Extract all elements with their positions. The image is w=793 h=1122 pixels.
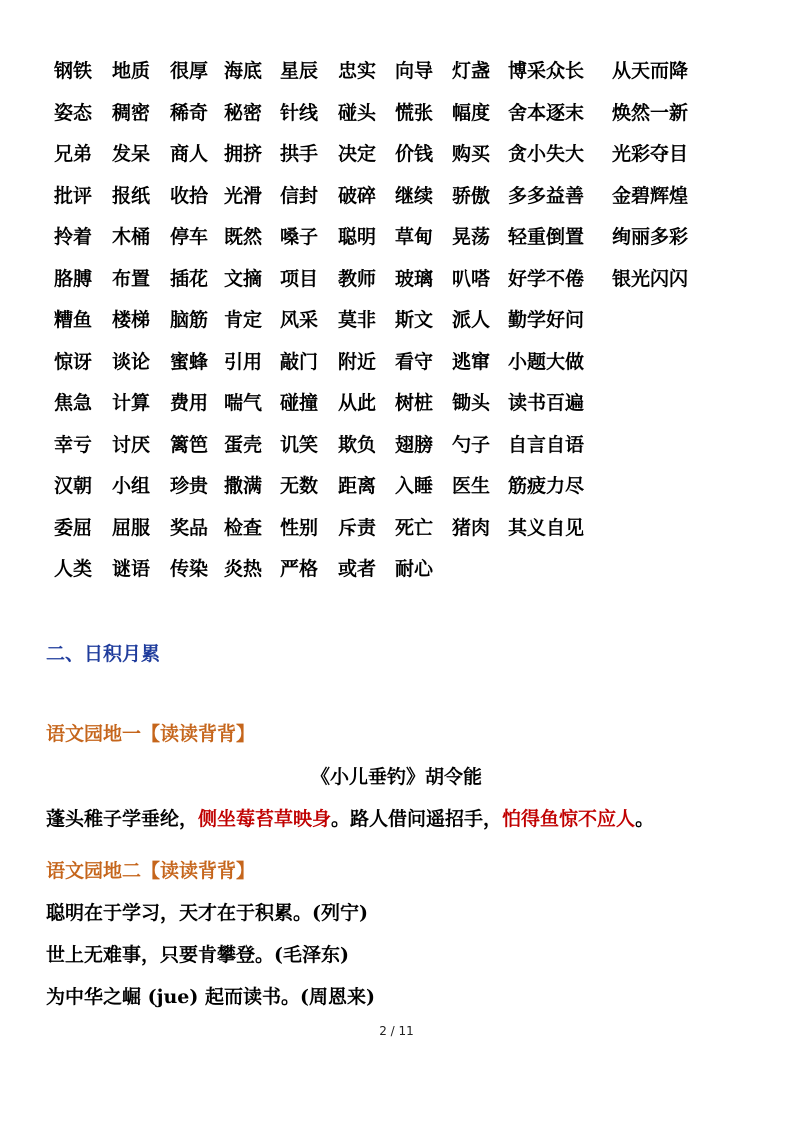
vocab-word: 既然 <box>224 226 263 248</box>
vocab-word: 楼梯 <box>112 309 151 331</box>
vocab-word: 嗓子 <box>280 226 319 248</box>
vocab-word: 价钱 <box>395 143 434 165</box>
vocab-word: 拥挤 <box>224 143 263 165</box>
vocab-word: 木桶 <box>112 226 151 248</box>
vocab-word: 针线 <box>280 101 319 124</box>
vocab-word: 树桩 <box>395 392 434 414</box>
vocab-word: 胳膊 <box>54 267 93 290</box>
vocab-word: 斯文 <box>395 309 434 331</box>
vocab-word: 项目 <box>280 267 319 290</box>
vocab-word: 蛋壳 <box>224 433 263 456</box>
vocab-word: 计算 <box>112 392 151 414</box>
vocab-word: 炎热 <box>224 558 263 580</box>
vocab-word: 屈服 <box>112 516 151 539</box>
vocab-word: 勺子 <box>452 433 491 456</box>
vocab-word: 读书百遍 <box>508 392 585 414</box>
poem-segment: 。路人借问遥招手， <box>331 808 503 830</box>
vocab-word: 发呆 <box>112 143 151 165</box>
garden2-heading: 语文园地二【读读背背】 <box>46 860 256 882</box>
vocab-word: 死亡 <box>395 516 434 539</box>
vocab-word: 忠实 <box>338 60 377 82</box>
vocab-word: 汉朝 <box>54 475 93 497</box>
vocab-word: 教师 <box>338 267 377 290</box>
word-row <box>0 264 793 294</box>
page-number: 2 / 11 <box>379 1024 414 1038</box>
vocab-word: 碰撞 <box>280 392 319 414</box>
vocab-word: 勤学好问 <box>508 309 585 331</box>
vocab-word: 很厚 <box>170 60 209 82</box>
vocab-word: 舍本逐末 <box>508 101 585 124</box>
quote-line: 聪明在于学习，天才在于积累。(列宁) <box>46 902 368 924</box>
word-row <box>0 513 793 543</box>
poem-segment: 蓬头稚子学垂纶， <box>46 808 199 830</box>
vocab-word: 叭嗒 <box>452 267 491 290</box>
vocab-word: 幅度 <box>452 101 491 124</box>
vocab-word: 光彩夺目 <box>612 143 689 165</box>
vocab-word: 碰头 <box>338 101 377 124</box>
vocab-word: 自言自语 <box>508 433 585 456</box>
vocab-word: 批评 <box>54 184 93 207</box>
vocab-word: 性别 <box>280 516 319 539</box>
vocab-word: 无数 <box>280 475 319 497</box>
vocab-word: 讨厌 <box>112 433 151 456</box>
vocab-word: 蜜蜂 <box>170 350 209 373</box>
vocab-word: 小组 <box>112 475 151 497</box>
vocab-word: 耐心 <box>395 558 434 580</box>
vocab-word: 附近 <box>338 350 377 373</box>
vocab-word: 聪明 <box>338 226 377 248</box>
vocab-word: 兄弟 <box>54 143 93 165</box>
vocab-word: 惊讶 <box>54 350 93 373</box>
vocab-word: 从天而降 <box>612 60 689 82</box>
vocab-word: 珍贵 <box>170 475 209 497</box>
vocab-word: 好学不倦 <box>508 267 585 290</box>
vocab-word: 翅膀 <box>395 433 434 456</box>
vocab-word: 篱笆 <box>170 433 209 456</box>
vocab-word: 银光闪闪 <box>612 267 689 290</box>
vocab-word: 布置 <box>112 267 151 290</box>
vocab-word: 插花 <box>170 267 209 290</box>
vocab-word: 小题大做 <box>508 350 585 373</box>
vocab-word: 焕然一新 <box>612 101 689 124</box>
vocab-word: 医生 <box>452 475 491 497</box>
word-row <box>0 347 793 377</box>
vocab-word: 焦急 <box>54 392 93 414</box>
vocab-word: 收拾 <box>170 184 209 207</box>
word-row <box>0 554 793 584</box>
vocab-word: 敲门 <box>280 350 319 373</box>
vocab-word: 晃荡 <box>452 226 491 248</box>
vocab-word: 光滑 <box>224 184 263 207</box>
vocab-word: 撒满 <box>224 475 263 497</box>
poem-title: 《小儿垂钓》胡令能 <box>310 766 482 788</box>
quote-line: 为中华之崛 (jue) 起而读书。(周恩来) <box>46 986 375 1008</box>
vocab-word: 金碧辉煌 <box>612 184 689 207</box>
vocab-word: 海底 <box>224 60 263 82</box>
vocab-word: 奖品 <box>170 516 209 539</box>
poem-body <box>46 804 654 834</box>
word-row <box>0 471 793 501</box>
vocab-word: 停车 <box>170 226 209 248</box>
vocab-word: 星辰 <box>280 60 319 82</box>
vocab-word: 地质 <box>112 60 151 82</box>
vocab-word: 钢铁 <box>54 60 93 82</box>
vocab-word: 文摘 <box>224 267 263 290</box>
vocab-word: 拱手 <box>280 143 319 165</box>
vocab-word: 莫非 <box>338 309 377 331</box>
vocab-word: 风采 <box>280 309 319 331</box>
vocab-word: 讥笑 <box>280 433 319 456</box>
vocab-word: 猪肉 <box>452 516 491 539</box>
word-row <box>0 430 793 460</box>
vocab-word: 继续 <box>395 184 434 207</box>
vocab-word: 购买 <box>452 143 491 165</box>
vocab-word: 看守 <box>395 350 434 373</box>
poem-segment-highlight: 侧坐莓苔草映身 <box>198 808 332 830</box>
word-row <box>0 98 793 128</box>
vocab-word: 多多益善 <box>508 184 585 207</box>
vocab-word: 锄头 <box>452 392 491 414</box>
vocab-word: 肯定 <box>224 309 263 331</box>
vocab-word: 拎着 <box>54 226 93 248</box>
vocab-word: 或者 <box>338 558 377 580</box>
vocab-word: 传染 <box>170 558 209 580</box>
vocab-word: 草甸 <box>395 226 434 248</box>
vocab-word: 报纸 <box>112 184 151 207</box>
vocab-word: 喘气 <box>224 392 263 414</box>
vocab-word: 谈论 <box>112 350 151 373</box>
vocab-word: 贪小失大 <box>508 143 585 165</box>
vocab-word: 脑筋 <box>170 309 209 331</box>
vocab-word: 灯盏 <box>452 60 491 82</box>
word-row <box>0 222 793 252</box>
word-row <box>0 181 793 211</box>
vocab-word: 破碎 <box>338 184 377 207</box>
vocab-word: 博采众长 <box>508 60 585 82</box>
vocab-word: 人类 <box>54 558 93 580</box>
poem-segment: 。 <box>635 808 655 830</box>
vocab-word: 稠密 <box>112 101 151 124</box>
vocab-word: 严格 <box>280 558 319 580</box>
vocab-word: 决定 <box>338 143 377 165</box>
vocab-word: 信封 <box>280 184 319 207</box>
vocab-word: 逃窜 <box>452 350 491 373</box>
vocab-word: 幸亏 <box>54 433 93 456</box>
vocab-word: 稀奇 <box>170 101 209 124</box>
vocab-word: 欺负 <box>338 433 377 456</box>
vocab-word: 谜语 <box>112 558 151 580</box>
vocab-word: 委屈 <box>54 516 93 539</box>
word-row <box>0 139 793 169</box>
vocab-word: 姿态 <box>54 101 93 124</box>
vocab-word: 玻璃 <box>395 267 434 290</box>
poem-segment-highlight: 怕得鱼惊不应人 <box>502 808 636 830</box>
vocab-word: 绚丽多彩 <box>612 226 689 248</box>
vocab-word: 派人 <box>452 309 491 331</box>
vocab-word: 骄傲 <box>452 184 491 207</box>
vocab-word: 距离 <box>338 475 377 497</box>
vocab-word: 慌张 <box>395 101 434 124</box>
vocab-word: 引用 <box>224 350 263 373</box>
word-row <box>0 56 793 86</box>
vocab-word: 商人 <box>170 143 209 165</box>
vocab-word: 秘密 <box>224 101 263 124</box>
vocab-word: 入睡 <box>395 475 434 497</box>
section-heading: 二、日积月累 <box>46 643 161 665</box>
quote-line: 世上无难事，只要肯攀登。(毛泽东) <box>46 944 349 966</box>
word-row <box>0 305 793 335</box>
word-row <box>0 388 793 418</box>
garden1-heading: 语文园地一【读读背背】 <box>46 723 256 745</box>
vocab-word: 糟鱼 <box>54 309 93 331</box>
vocab-word: 筋疲力尽 <box>508 475 585 497</box>
vocab-word: 从此 <box>338 392 377 414</box>
vocab-word: 轻重倒置 <box>508 226 585 248</box>
vocab-word: 斥责 <box>338 516 377 539</box>
vocab-word: 检查 <box>224 516 263 539</box>
vocab-word: 费用 <box>170 392 209 414</box>
vocab-word: 其义自见 <box>508 516 585 539</box>
vocab-word: 向导 <box>395 60 434 82</box>
